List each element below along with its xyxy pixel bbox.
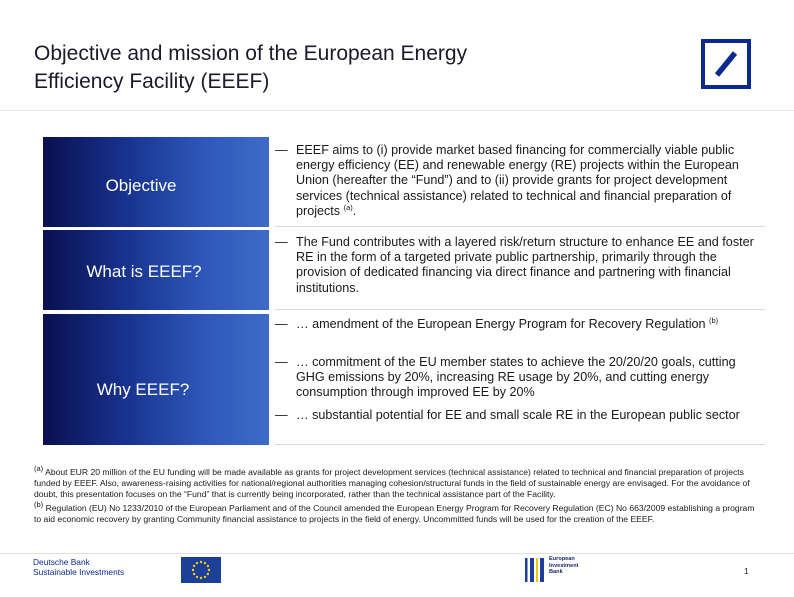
bullet-item bbox=[275, 355, 755, 401]
bullet-item bbox=[275, 317, 755, 332]
footnote-ref-a: (a) bbox=[343, 202, 353, 212]
footer-divider bbox=[0, 553, 794, 554]
bullet-text: … substantial potential for EE and small scale RE in the European public sector bbox=[296, 408, 740, 422]
footnotes bbox=[34, 464, 756, 528]
deutsche-bank-logo bbox=[701, 39, 751, 89]
bullet-item bbox=[275, 235, 755, 296]
row-label-text: What is EEEF? bbox=[86, 262, 202, 281]
row-label-text: Objective bbox=[105, 176, 177, 195]
eib-bars-icon bbox=[522, 556, 548, 584]
page-number: 1 bbox=[744, 566, 749, 576]
row-label-objective bbox=[43, 137, 269, 227]
row-label-what-is-eeef bbox=[43, 230, 269, 310]
page-title bbox=[34, 40, 634, 96]
bullet-text: … amendment of the European Energy Program for Recovery Regulation $^{(b)}$ bbox=[296, 315, 719, 331]
footnote-ref-b: (b) bbox=[709, 315, 719, 325]
bullet-dash: — bbox=[275, 317, 288, 331]
row-content-why-eeef bbox=[275, 314, 765, 445]
bullet-dash: — bbox=[275, 355, 288, 369]
bullet-dash: — bbox=[275, 143, 288, 157]
bullet-dash: — bbox=[275, 235, 288, 249]
bullet-dash: — bbox=[275, 408, 288, 422]
bullet-item bbox=[275, 408, 755, 423]
row-label-text: Why EEEF? bbox=[96, 379, 190, 399]
brand-division: Sustainable Investments bbox=[33, 567, 125, 577]
footnote-b: $^{(b)}$ Regulation (EU) No 1233/2010 of the European Parliament and of the Council amended the European Energy Program for Recovery Regulation (EC) No 663/2009 establishing a program to aid economic recovery by granting Community financial assistance to projects in the field of energy. Uncommitted funds will be used for the creation of the EEEF. bbox=[34, 500, 755, 524]
bullet-text: … commitment of the EU member states to achieve the 20/20/20 goals, cutting GHG emissions by 20%, increasing RE usage by 20%, and cutting energy consumption through improved EE by 20% bbox=[296, 355, 736, 400]
bullet-text: EEEF aims to (i) provide market based financing for commercially viable public energy efficiency (EE) and renewable energy (RE) projects within the European Union (hereafter the “Fund”) and to (ii) provide grants for project development services (technical assistance) related to technical and financial preparation of projects $^{(a)}$. bbox=[296, 143, 739, 218]
row-content-what-is-eeef bbox=[275, 230, 765, 310]
eu-flag-icon bbox=[181, 557, 221, 583]
bullet-item bbox=[275, 143, 755, 219]
slash-icon bbox=[711, 49, 741, 79]
footer-brand bbox=[33, 557, 124, 577]
footnote-marker: (a) bbox=[34, 464, 44, 474]
row-label-why-eeef bbox=[43, 314, 269, 445]
row-content-objective bbox=[275, 137, 765, 227]
header-divider bbox=[0, 110, 794, 111]
page-title-line-1: Objective and mission of the European Energy bbox=[34, 42, 468, 65]
bullet-text: The Fund contributes with a layered risk/return structure to enhance EE and foster RE in the form of a targeted private public partnership, primarily through the provision of dedicated financing via direct finance and partnering with financial institutions. bbox=[296, 235, 754, 295]
brand-name: Deutsche Bank bbox=[33, 557, 90, 567]
footnote-a: $^{(a)}$ About EUR 20 million of the EU funding will be made available as grants for project development services (technical assistance) related to technical and financial preparation of projects funded by EEEF. Also, awareness-raising activities for national/regional authorities managing cohesion/structural funds in the field of sustainable energy are envisaged. For the avoidance of doubt, this presentation focuses on the “Fund” that is currently being incorporated, rather than the technical assistance part of the Facility. bbox=[34, 464, 750, 499]
page-title-line-2: Efficiency Facility (EEEF) bbox=[34, 70, 270, 93]
footnote-marker: (b) bbox=[34, 500, 44, 510]
eib-name: European Investment Bank bbox=[549, 556, 579, 576]
